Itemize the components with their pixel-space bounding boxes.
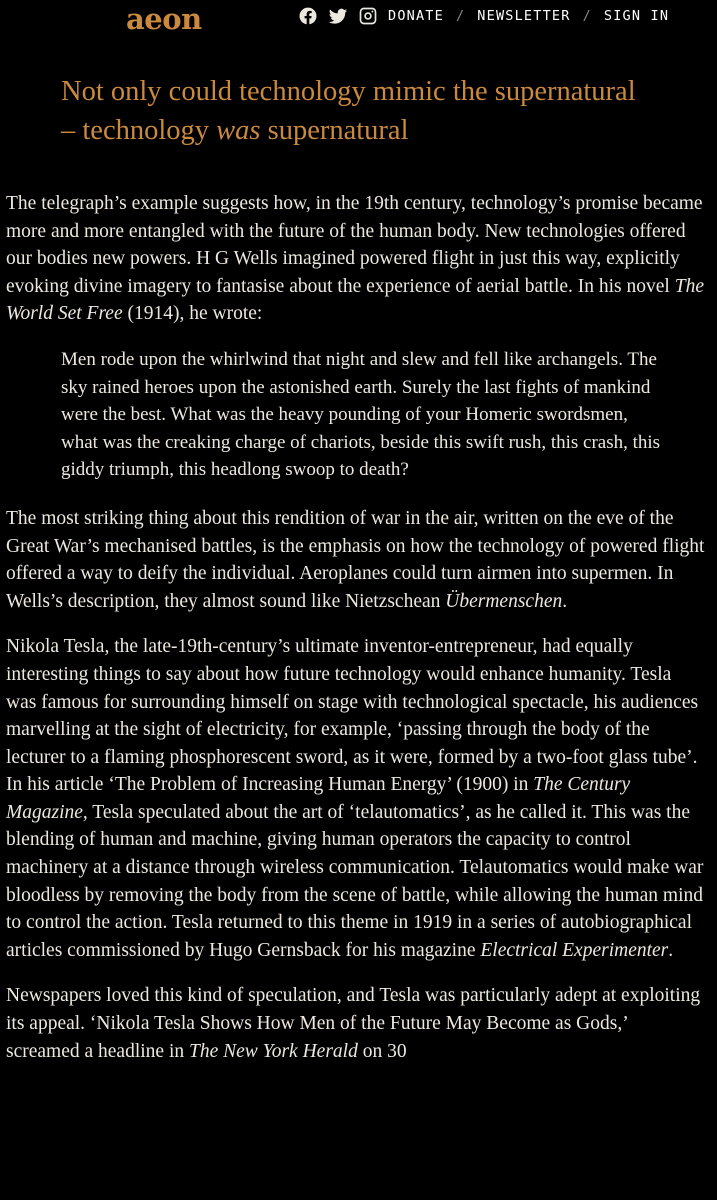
- instagram-icon[interactable]: [358, 6, 378, 26]
- paragraph-text-end: .: [668, 939, 674, 961]
- article-paragraph: [6, 982, 705, 1065]
- italic-term: Übermenschen: [445, 590, 563, 612]
- magazine-title: The Century Magazine: [6, 774, 631, 823]
- paragraph-text: The most striking thing about this rendition of war in the air, written on the eve of the Great War’s mechanised battles, is the emphasis on how the technology of powered flight offered a way to deify the individual. Aeroplanes could turn airmen into supermen. In Wells’s description, they almost sound like Nietzschean: [6, 507, 705, 612]
- paragraph-text-end: on 30: [357, 1040, 407, 1062]
- paragraph-text-end: .: [562, 590, 568, 612]
- facebook-icon[interactable]: [298, 6, 318, 26]
- newspaper-title: The New York Herald: [189, 1040, 358, 1062]
- pull-quote-text: Not only could technology mimic the supernatural – technology: [61, 76, 636, 146]
- paragraph-text-end: (1914), he wrote:: [122, 303, 263, 325]
- nav-separator: /: [455, 8, 466, 24]
- paragraph-text: Newspapers loved this kind of speculation, and Tesla was particularly adept at exploiting its appeal. ‘Nikola Tesla Shows How Men of the Future May Become as Gods,’ screamed a headline in: [6, 985, 701, 1062]
- pull-quote: [61, 72, 647, 150]
- pull-quote-text-end: supernatural: [260, 115, 409, 146]
- twitter-icon[interactable]: [328, 6, 348, 26]
- book-title: The World Set Free: [6, 275, 704, 325]
- sign-in-link[interactable]: SIGN IN: [603, 8, 670, 24]
- newsletter-link[interactable]: NEWSLETTER: [477, 8, 571, 24]
- paragraph-text: The telegraph’s example suggests how, in the 19th century, technology’s promise became more and more entangled with the future of the human body. New technologies offered our bodies new powers. H G Wells imagined powered flight in just this way, explicitly evoking divine imagery to fantasise about the experience of aerial battle. In his novel: [6, 193, 703, 297]
- donate-link[interactable]: DONATE: [388, 8, 444, 24]
- nav-separator: /: [582, 8, 592, 24]
- aeon-logo[interactable]: aeon: [126, 2, 202, 36]
- article-paragraph: [6, 190, 705, 328]
- pull-quote-emphasis: was: [216, 115, 261, 146]
- article-paragraph: [6, 633, 705, 964]
- block-quote: Men rode upon the whirlwind that night and slew and fell like archangels. The sky rained heroes upon the astonished earth. Surely the last fights of mankind were the best. What was the heavy pounding of your Homeric swordsmen, what was the creaking charge of chariots, beside this swift rush, this crash, this giddy triumph, this headlong swoop to death?: [61, 348, 661, 481]
- article-body: [6, 190, 705, 1065]
- top-navigation-bar: [0, 0, 717, 50]
- paragraph-text: Nikola Tesla, the late-19th-century’s ultimate inventor-entrepreneur, had equally interesting things to say about how future technology would enhance humanity. Tesla was famous for surrounding himself on stage with technological spectacle, his audiences marvelling at the sight of electricity, for example, ‘passing through the body of the lecturer to a flaming phosphorescent sword, as it were, formed by a two-foot glass tube’. In his article ‘The Problem of Increasing Human Energy’ (1900) in: [6, 636, 699, 796]
- paragraph-text-middle: , Tesla speculated about the art of ‘telautomatics’, as he called it. This was the blending of human and machine, giving human operators the capacity to control machinery at a distance through wireless communication. Telautomatics would make war bloodless by removing the body from the scene of battle, while allowing the human mind to control the action. Tesla returned to this theme in 1919 in a series of autobiographical articles commissioned by Hugo Gernsback for his magazine: [6, 801, 704, 961]
- header-nav: [298, 6, 669, 26]
- magazine-title: Electrical Experimenter: [480, 939, 669, 961]
- article-paragraph: [6, 505, 705, 615]
